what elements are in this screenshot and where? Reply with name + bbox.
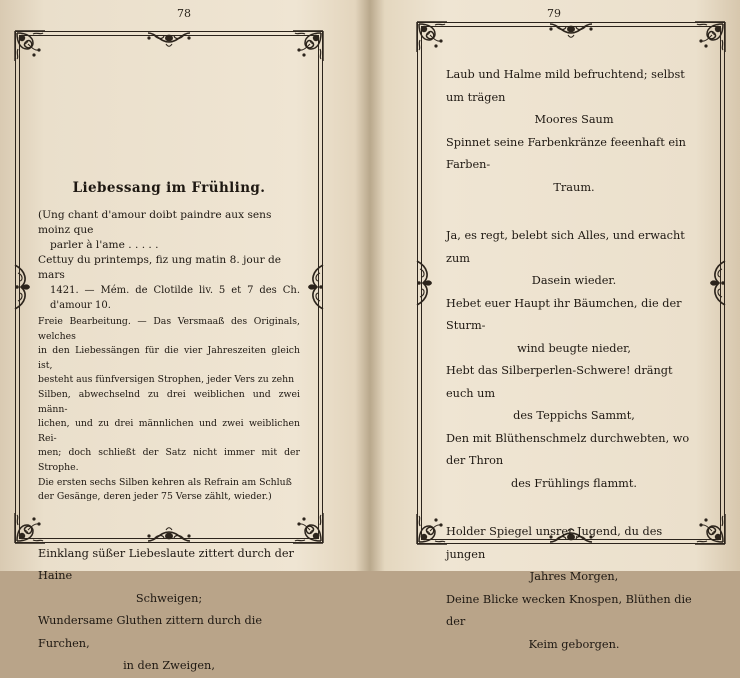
side-ornament-icon: [414, 257, 436, 309]
left-page: [0, 0, 368, 673]
stanza: [446, 64, 702, 199]
corner-ornament-icon: [693, 20, 727, 54]
verse-line: Spinnet seine Farbenkränze feeenhaft ein Farben-: [446, 135, 686, 171]
verse-line-continuation: des Frühlings flammt.: [510, 476, 638, 490]
verse-line-continuation: wind beugte nieder,: [517, 341, 631, 355]
verse-line: Holder Spiegel unsrer Jugend, du des jungen: [446, 525, 663, 561]
note-line: besteht aus fünfversigen Strophen, jeder Vers zu zehn: [38, 374, 295, 386]
verse-block: [38, 543, 300, 678]
stanza: [446, 521, 702, 656]
page-number: 78: [177, 7, 191, 20]
verse-line: Den mit Blüthenschmelz durchwebten, wo der Thron: [446, 431, 690, 467]
left-page-content: [38, 180, 300, 678]
stanza: [446, 225, 702, 495]
right-page: [372, 0, 740, 651]
epigraph-source: 1421. — Mém. de Clotilde liv. 5 et 7 des Ch. d'amour 10.: [50, 285, 300, 311]
epigraph: [38, 208, 300, 313]
verse-line-continuation: Schweigen;: [135, 591, 203, 605]
verse-line: Hebet euer Haupt ihr Bäumchen, die der Sturm-: [446, 296, 682, 332]
note-line: Die ersten sechs Silben kehren als Refrain am Schluß: [38, 476, 292, 488]
scroll-ornament-icon: [546, 21, 596, 39]
editorial-note: [38, 315, 300, 505]
verse-line-continuation: Moores Saum: [534, 113, 614, 126]
epigraph-line: Cettuy du printemps, fiz ung matin 8. jour de mars: [38, 254, 282, 281]
right-page-content: [446, 64, 702, 656]
verse-line: Hebt das Silberperlen-Schwere! drängt euch um: [446, 364, 673, 400]
epigraph-line: parler à l'ame . . . . .: [50, 239, 159, 251]
note-line: Silben, abwechselnd zu drei weiblichen und zwei männ-: [38, 388, 300, 415]
epigraph-line: (Ung chant d'amour doibt paindre aux sens moinz que: [38, 209, 272, 236]
verse-line: Wundersame Gluthen zittern durch die Furchen,: [38, 614, 263, 650]
verse-line-continuation: des Teppichs Sammt,: [513, 409, 635, 422]
stanza-gap: [446, 495, 702, 521]
corner-ornament-icon: [415, 20, 449, 54]
poem-title: Liebessang im Frühling.: [72, 180, 266, 196]
corner-ornament-icon: [415, 512, 449, 546]
note-line: men; doch schließt der Satz nicht immer mit der Strophe.: [38, 447, 300, 473]
verse-line-continuation: Traum.: [553, 180, 595, 194]
verse-line: Deine Blicke wecken Knospen, Blüthen die der: [446, 592, 692, 628]
side-ornament-icon: [706, 257, 728, 309]
page-number: 79: [547, 7, 561, 20]
side-ornament-icon: [304, 261, 326, 313]
verse-line: Ja, es regt, belebt sich Alles, und erwacht zum: [446, 229, 685, 265]
note-line: in den Liebessängen für die vier Jahreszeiten gleich ist,: [38, 345, 300, 371]
verse-line-continuation: in den Zweigen,: [123, 659, 215, 673]
verse-line-continuation: Keim geborgen.: [528, 637, 620, 651]
side-ornament-icon: [12, 261, 34, 313]
verse-line: Laub und Halme mild befruchtend; selbst um trägen: [446, 68, 685, 104]
stanza-gap: [446, 199, 702, 225]
verse-line-continuation: Jahres Morgen,: [529, 570, 619, 583]
verse-line: Einklang süßer Liebeslaute zittert durch der Haine: [38, 546, 294, 583]
note-line: Freie Bearbeitung. — Das Versmaaß des Originals, welches: [38, 316, 300, 342]
verse-line-continuation: Dasein wieder.: [531, 274, 617, 287]
note-line: lichen, und zu drei männlichen und zwei weiblichen Rei-: [38, 418, 300, 444]
note-line: der Gesänge, deren jeder 75 Verse zählt, wieder.): [38, 491, 272, 503]
corner-ornament-icon: [13, 29, 47, 63]
corner-ornament-icon: [291, 29, 325, 63]
scroll-ornament-icon: [144, 30, 194, 48]
